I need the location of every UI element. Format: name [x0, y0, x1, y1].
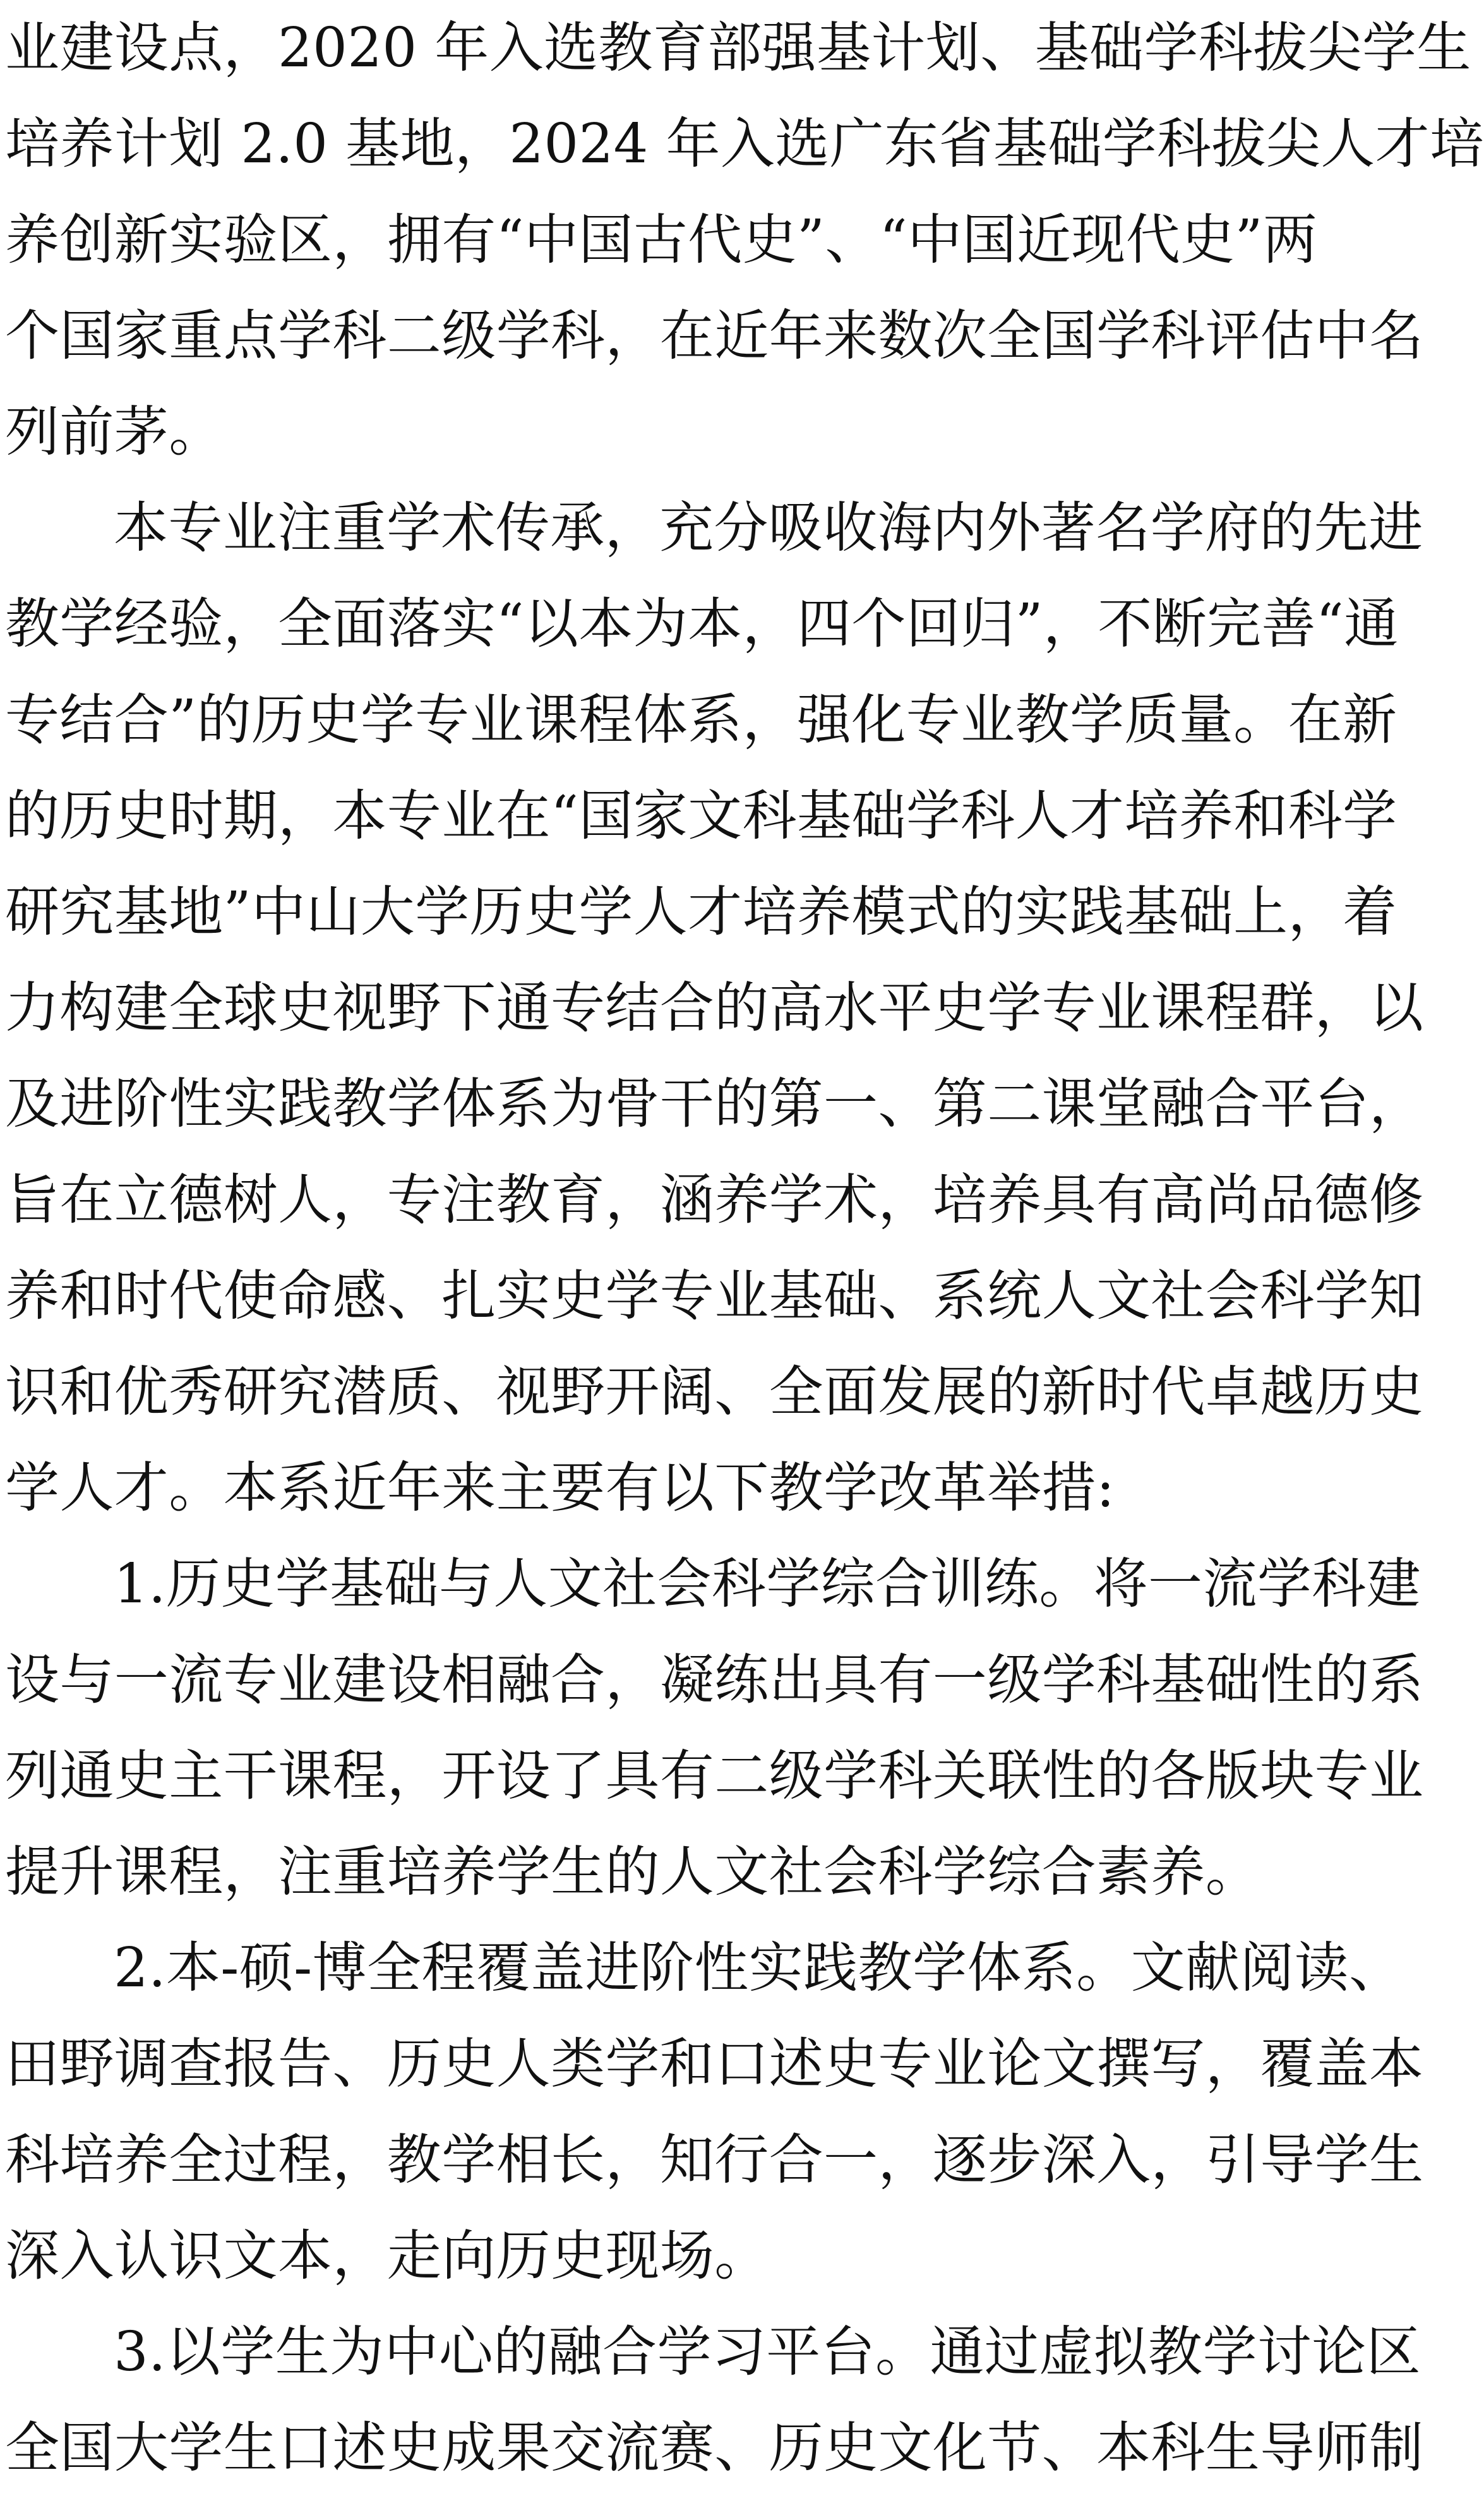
paragraph-line: 本专业注重学术传承，充分吸收海内外著名学府的先进 [114, 496, 1423, 560]
paragraph-line: 及进阶性实践教学体系为骨干的第一、第二课堂融合平台， [5, 1072, 1424, 1136]
paragraph-line: 全国大学生口述史成果交流赛、历史文化节、本科生导师制 [5, 2416, 1424, 2480]
paragraph-line: 提升课程，注重培养学生的人文社会科学综合素养。 [5, 1840, 1260, 1904]
paragraph-line: 力构建全球史视野下通专结合的高水平史学专业课程群，以 [5, 976, 1424, 1040]
paragraph-line: 养创新实验区，拥有“中国古代史”、“中国近现代史”两 [5, 208, 1318, 272]
document-body [5, 0, 1484, 2496]
paragraph-line: 的历史时期，本专业在“国家文科基础学科人才培养和科学 [5, 784, 1397, 848]
paragraph-line: 深入认识文本，走向历史现场。 [5, 2224, 769, 2288]
paragraph-line: 专结合”的历史学专业课程体系，强化专业教学质量。在新 [5, 688, 1397, 752]
paragraph-line: 学人才。本系近年来主要有以下教学改革举措: [5, 1456, 1115, 1520]
paragraph-line: 个国家重点学科二级学科，在近年来数次全国学科评估中名 [5, 304, 1424, 368]
paragraph-line: 旨在立德树人，专注教育，涵养学术，培养具有高尚品德修 [5, 1168, 1424, 1232]
paragraph-line: 列通史主干课程，开设了具有二级学科关联性的各版块专业 [5, 1744, 1424, 1808]
paragraph-line: 列前茅。 [5, 400, 224, 464]
paragraph-line: 教学经验，全面落实“以本为本，四个回归”，不断完善“通 [5, 592, 1399, 656]
paragraph-line: 设与一流专业建设相融合，凝练出具有一级学科基础性的系 [5, 1648, 1424, 1712]
paragraph-line: 科培养全过程，教学相长，知行合一，逐步深入，引导学生 [5, 2128, 1424, 2192]
paragraph-line: 业建设点，2020 年入选教育部强基计划、基础学科拔尖学生 [5, 16, 1471, 80]
paragraph-line: 田野调查报告、历史人类学和口述史专业论文撰写，覆盖本 [5, 2032, 1424, 2096]
paragraph-line: 识和优秀研究潜质、视野开阔、全面发展的新时代卓越历史 [5, 1360, 1424, 1424]
paragraph-line: 养和时代使命感、扎实史学专业基础、系统人文社会科学知 [5, 1264, 1424, 1328]
paragraph-line: 1.历史学基础与人文社会科学综合训练。将一流学科建 [114, 1552, 1421, 1616]
paragraph-line: 研究基地”中山大学历史学人才培养模式的实践基础上，着 [5, 880, 1397, 944]
paragraph-line: 3.以学生为中心的融合学习平台。通过虚拟教学讨论区 [114, 2320, 1421, 2384]
paragraph-line: 培养计划 2.0 基地，2024 年入选广东省基础学科拔尖人才培 [5, 112, 1484, 176]
paragraph-line: 2.本-硕-博全程覆盖进阶性实践教学体系。文献阅读、 [114, 1936, 1404, 2000]
